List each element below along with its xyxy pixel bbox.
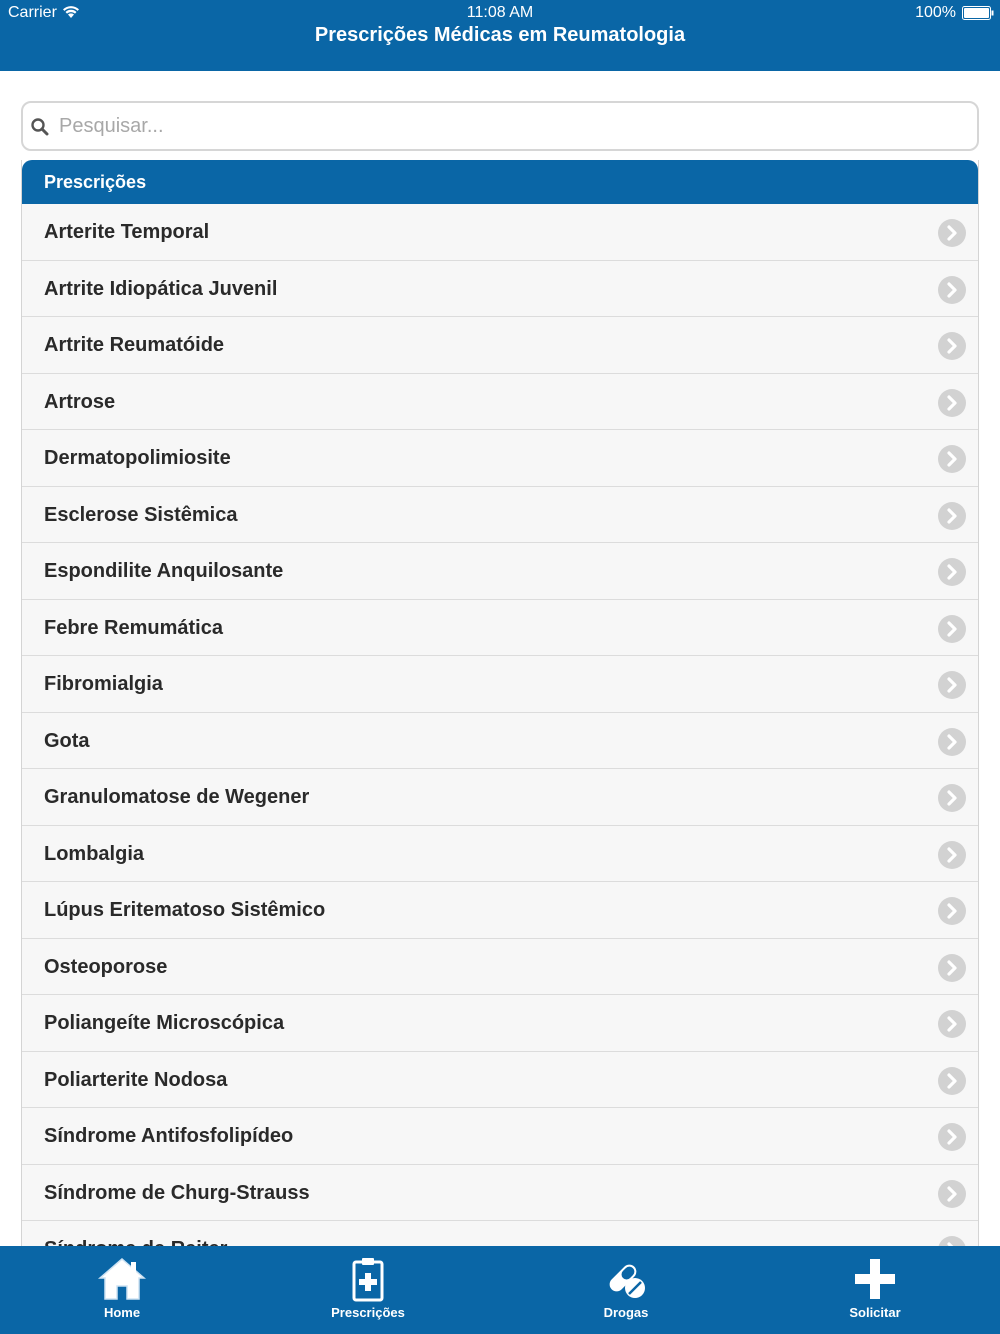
tab-label: Solicitar <box>849 1305 901 1320</box>
status-bar <box>0 0 1000 24</box>
list-item[interactable] <box>22 769 978 826</box>
tab-label: Drogas <box>603 1305 649 1320</box>
list-item[interactable] <box>22 882 978 939</box>
tab-label: Prescrições <box>331 1305 405 1320</box>
list-item[interactable] <box>22 487 978 544</box>
list-item[interactable] <box>22 713 978 770</box>
tab-bar <box>0 1246 1000 1334</box>
tab-drogas[interactable] <box>546 1246 706 1334</box>
clipboard-icon <box>343 1256 393 1302</box>
tab-solicitar[interactable] <box>795 1246 955 1334</box>
battery-icon <box>962 6 994 20</box>
list-item[interactable] <box>22 939 978 996</box>
list-item[interactable] <box>22 995 978 1052</box>
list-item[interactable] <box>22 317 978 374</box>
list-item[interactable] <box>22 1052 978 1109</box>
chevron-right-icon <box>938 445 966 473</box>
chevron-right-icon <box>938 615 966 643</box>
list-item-label: Gota <box>44 729 90 752</box>
list-item-label: Síndrome Antifosfolipídeo <box>44 1125 294 1147</box>
search-bar[interactable] <box>21 101 979 151</box>
list-item[interactable] <box>22 656 978 713</box>
list-item[interactable] <box>22 543 978 600</box>
list-item[interactable] <box>22 204 978 261</box>
clock: 11:08 AM <box>466 4 534 21</box>
list-item-label: Artrite Idiopática Juvenil <box>44 277 278 300</box>
chevron-right-icon <box>938 219 966 247</box>
chevron-right-icon <box>938 841 966 869</box>
list-item-label: Osteoporose <box>44 955 168 978</box>
list-item-label: Arterite Temporal <box>44 221 210 243</box>
list-item[interactable] <box>22 600 978 657</box>
chevron-right-icon <box>938 558 966 586</box>
list-item-label: Febre Remumática <box>44 616 223 639</box>
list-item-label: Granulomatose de Wegener <box>44 786 310 808</box>
list-item[interactable] <box>22 261 978 318</box>
list-item[interactable] <box>22 826 978 883</box>
chevron-right-icon <box>938 784 966 812</box>
prescriptions-list <box>21 160 979 1246</box>
tab-prescricoes[interactable] <box>288 1246 448 1334</box>
list-item[interactable] <box>22 1165 978 1222</box>
list-item-label: Espondilite Anquilosante <box>44 560 284 582</box>
list-item-label: Dermatopolimiosite <box>44 447 231 469</box>
list-item-label: Lúpus Eritematoso Sistêmico <box>44 899 326 921</box>
list-item-label: Fibromialgia <box>44 673 163 695</box>
chevron-right-icon <box>938 1067 966 1095</box>
chevron-right-icon <box>938 671 966 699</box>
list-items <box>22 204 978 1278</box>
chevron-right-icon <box>938 1123 966 1151</box>
chevron-right-icon <box>938 502 966 530</box>
list-item-label: Poliangeíte Microscópica <box>44 1012 285 1034</box>
page-title: Prescrições Médicas em Reumatologia <box>314 24 686 46</box>
search-input[interactable] <box>59 111 959 141</box>
carrier-label: Carrier <box>8 4 57 21</box>
chevron-right-icon <box>938 1010 966 1038</box>
pills-icon <box>601 1256 651 1302</box>
chevron-right-icon <box>938 897 966 925</box>
battery-percentage: 100% <box>915 4 956 21</box>
list-item[interactable] <box>22 1108 978 1165</box>
search-icon <box>30 117 50 137</box>
list-item-label: Poliarterite Nodosa <box>44 1068 228 1091</box>
home-icon <box>97 1256 147 1302</box>
list-item-label: Artrose <box>44 390 116 413</box>
chevron-right-icon <box>938 954 966 982</box>
chevron-right-icon <box>938 332 966 360</box>
chevron-right-icon <box>938 728 966 756</box>
tab-home[interactable] <box>42 1246 202 1334</box>
list-item[interactable] <box>22 374 978 431</box>
chevron-right-icon <box>938 389 966 417</box>
list-item-label: Artrite Reumatóide <box>44 334 225 356</box>
chevron-right-icon <box>938 1180 966 1208</box>
list-item[interactable] <box>22 430 978 487</box>
list-item-label: Síndrome de Churg-Strauss <box>44 1181 310 1204</box>
plus-icon <box>850 1256 900 1302</box>
navigation-header <box>0 0 1000 71</box>
list-item-label: Esclerose Sistêmica <box>44 503 238 526</box>
tab-label: Home <box>103 1305 141 1320</box>
chevron-right-icon <box>938 276 966 304</box>
list-section-header: Prescrições <box>22 160 978 204</box>
list-item-label: Lombalgia <box>44 842 145 865</box>
